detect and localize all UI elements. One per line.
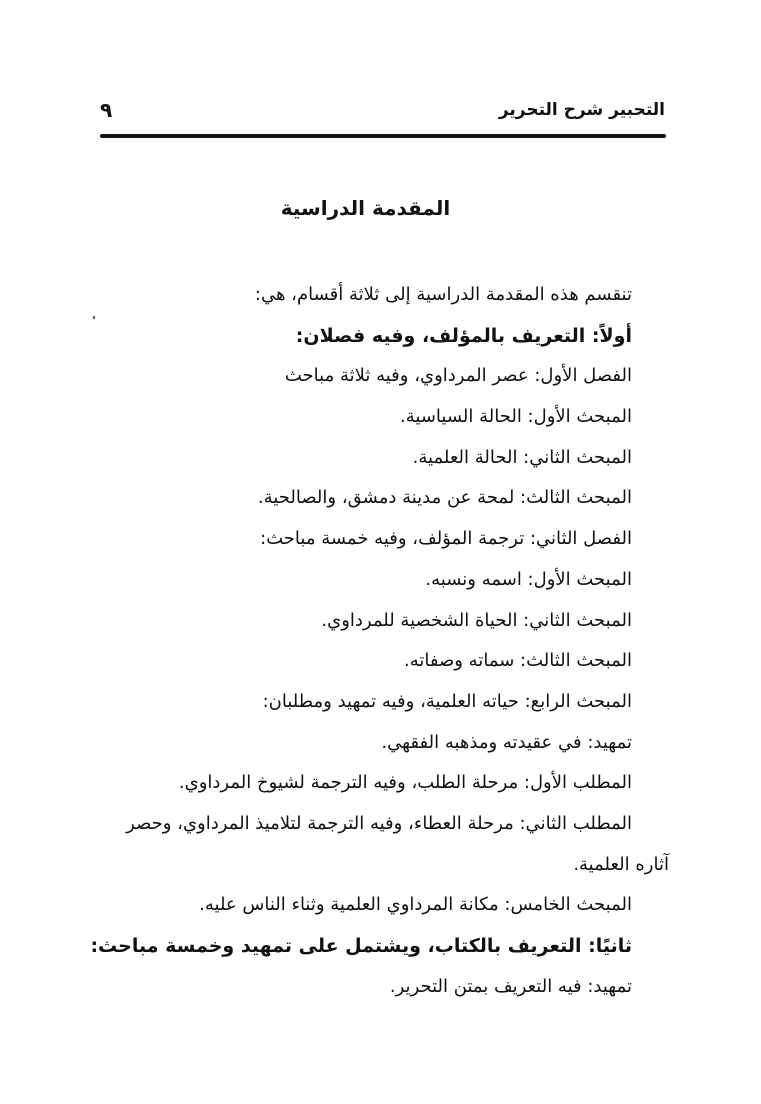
text-line: آثاره العلمية. [573,853,669,875]
text-line: تنقسم هذه المقدمة الدراسية إلى ثلاثة أقسام، هي: [254,284,632,305]
text-line: أولاً: التعريف بالمؤلف، وفيه فصلان: [295,324,632,347]
text-line: الفصل الأول: عصر المرداوي، وفيه ثلاثة مباحث [284,365,632,387]
text-line: المطلب الثاني: مرحلة العطاء، وفيه الترجمة لتلاميذ المرداوي، وحصر [126,812,632,834]
body-text [90,275,669,1007]
section-heading: المقدمة الدراسية [280,196,451,220]
text-line: الفصل الثاني: ترجمة المؤلف، وفيه خمسة مباحث: [260,528,632,550]
page-number: ٩ [100,98,113,122]
text-line: المبحث الثالث: لمحة عن مدينة دمشق، والصالحية. [257,487,632,509]
text-line: المطلب الأول: مرحلة الطلب، وفيه الترجمة لشيوخ المرداوي. [178,772,632,794]
text-line: المبحث الأول: اسمه ونسبه. [425,568,632,590]
text-line: تمهيد: فيه التعريف بمتن التحرير. [389,975,632,997]
text-line: المبحث الثاني: الحياة الشخصية للمرداوي. [321,609,632,631]
text-line: المبحث الأول: الحالة السياسية. [400,406,632,428]
text-line: المبحث الرابع: حياته العلمية، وفيه تمهيد ومطلبان: [262,690,632,712]
text-line: المبحث الخامس: مكانة المرداوي العلمية وثناء الناس عليه. [199,894,632,916]
text-line: المبحث الثالث: سماته وصفاته. [404,650,632,672]
text-line: المبحث الثاني: الحالة العلمية. [412,446,632,468]
page-header [100,96,665,136]
text-line: ثانيًا: التعريف بالكتاب، ويشتمل على تمهيد وخمسة مباحث: [90,935,632,957]
running-title: التحبير شرح التحرير [498,100,665,120]
text-line: تمهيد: في عقيدته ومذهبه الفقهي. [381,731,632,753]
header-rule [100,134,666,138]
